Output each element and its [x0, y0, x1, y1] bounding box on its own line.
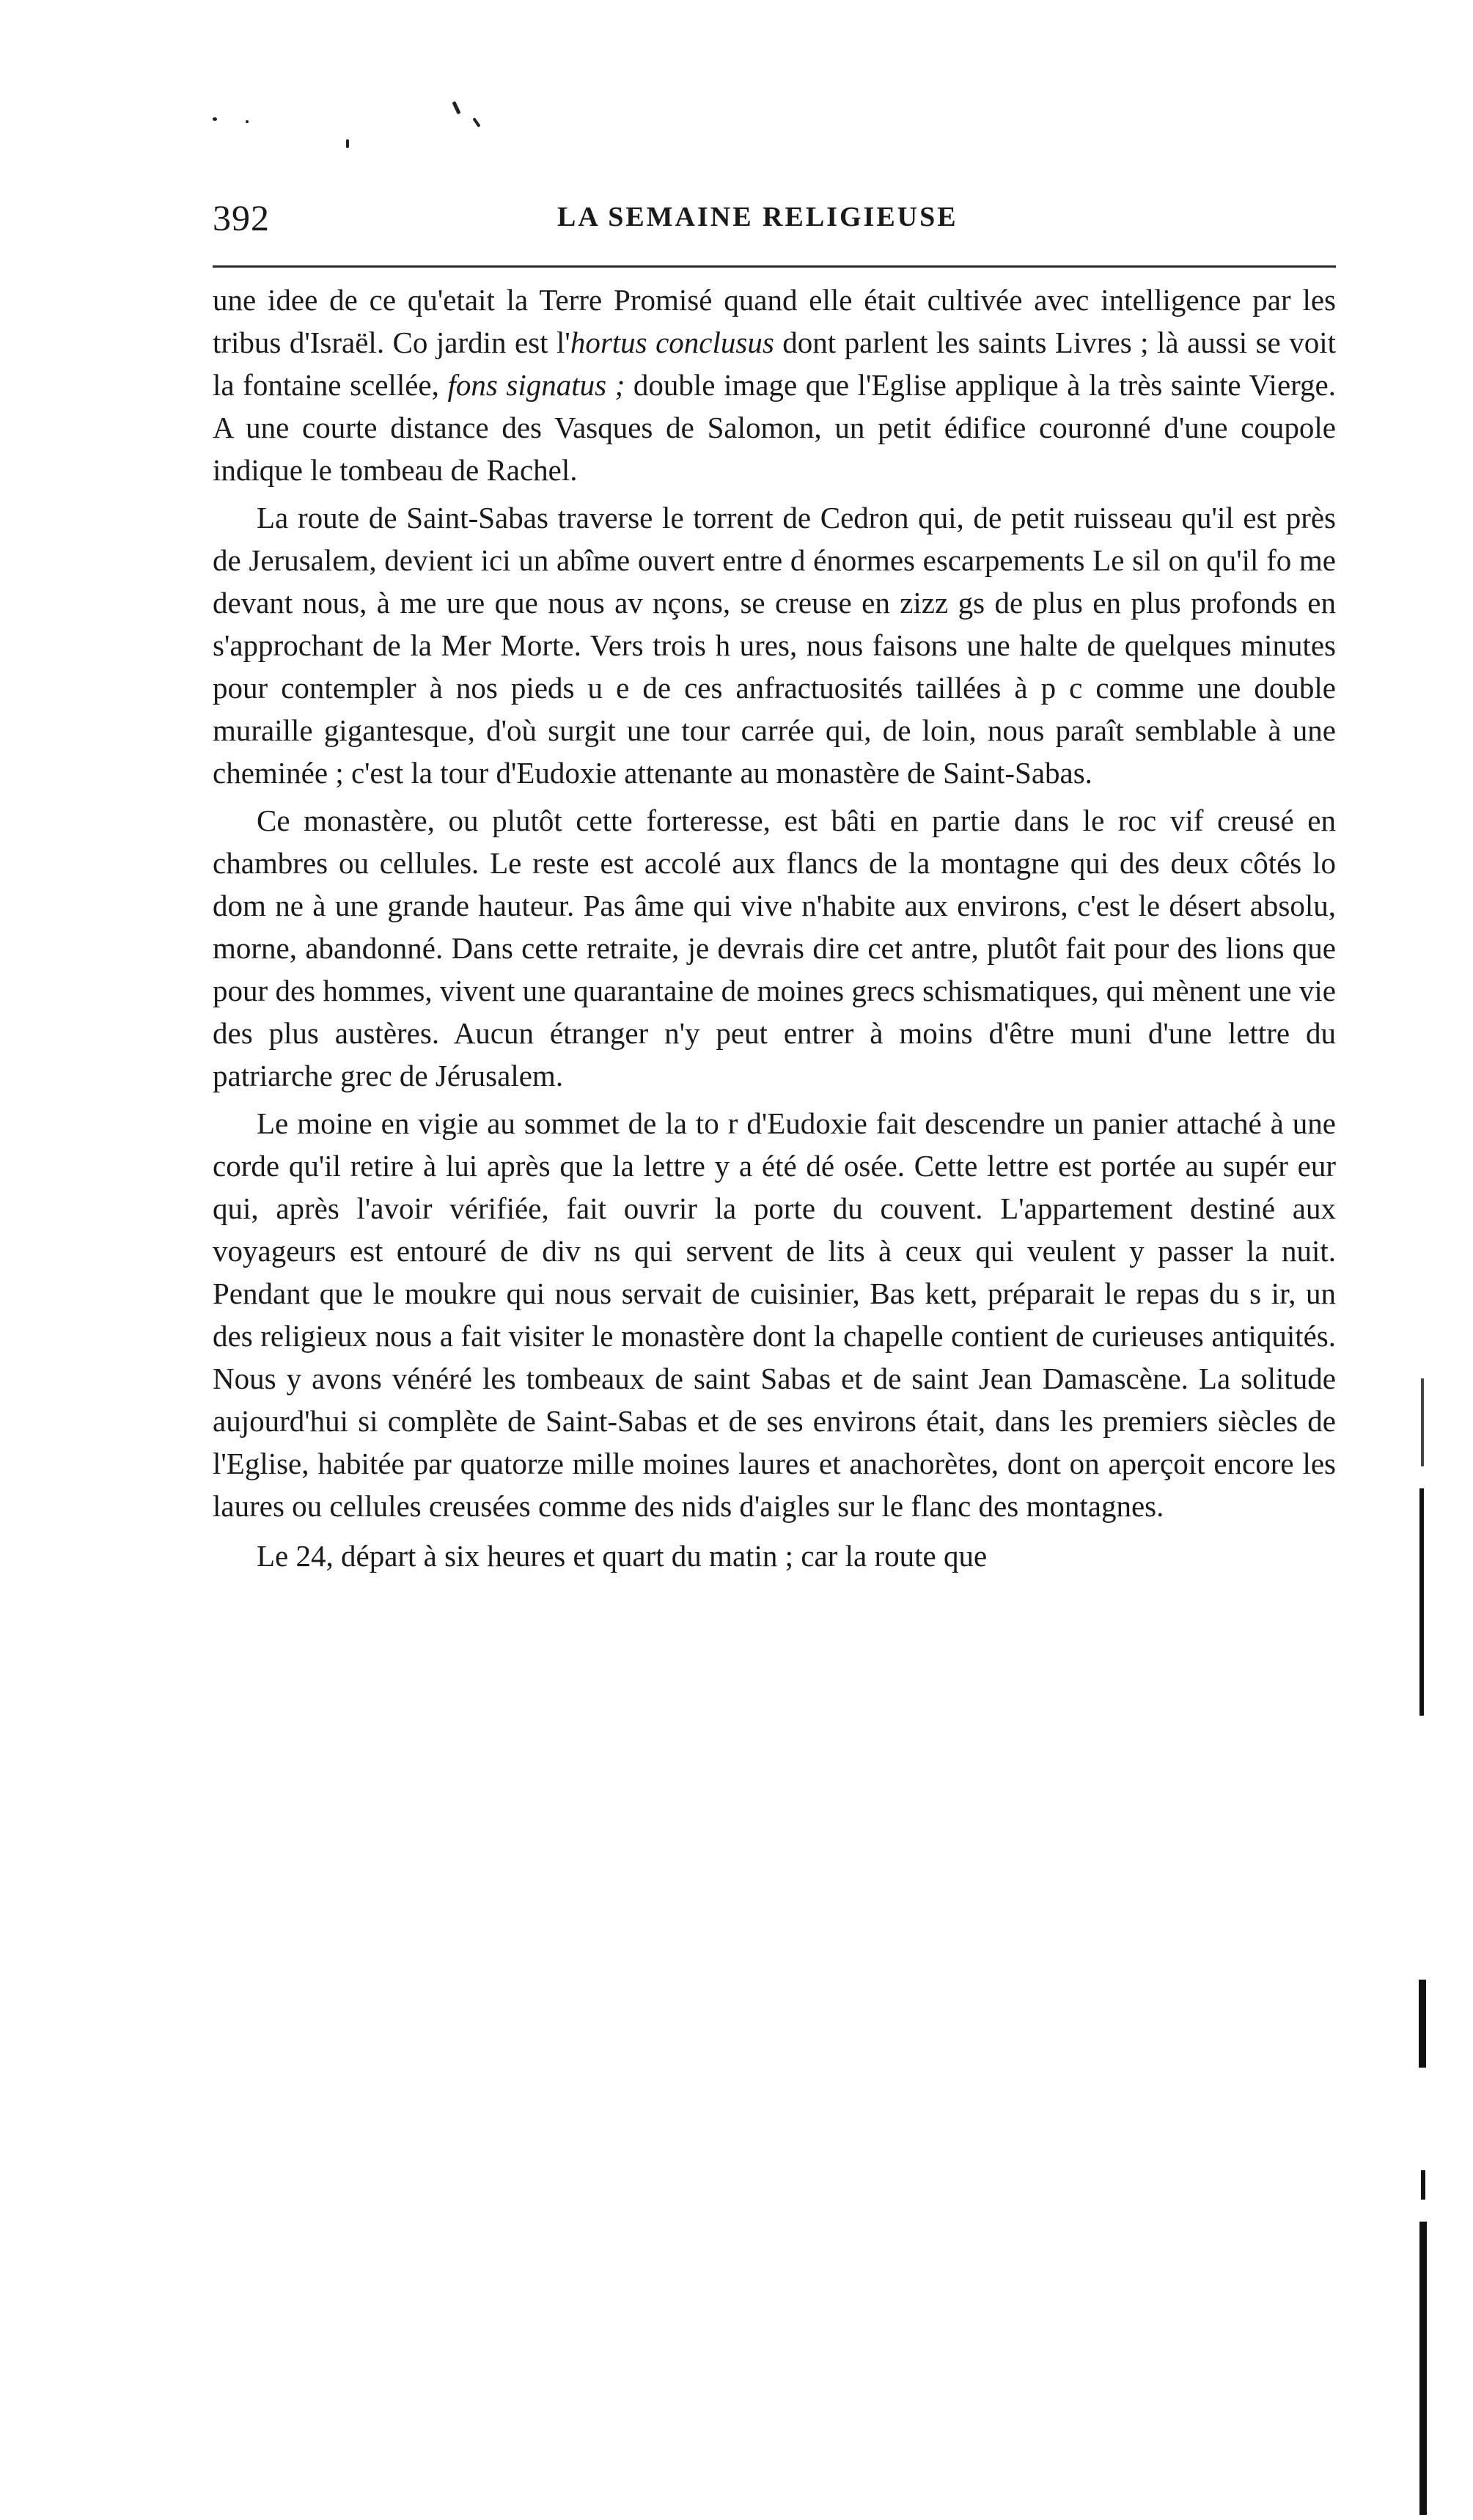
emphasis-fons-signatus: fons signatus ;	[447, 368, 625, 402]
page-header	[213, 196, 1334, 248]
paragraph-1	[213, 279, 1336, 491]
scan-margin-mark	[1421, 2170, 1425, 2200]
ink-speck	[213, 117, 217, 121]
header-rule	[213, 265, 1336, 268]
paragraph-2: La route de Saint-Sabas traverse le torrent de Cedron qui, de petit ruisseau qu'il est près de Jerusalem, devient ici un abîme ouvert entre d énormes escarpements Le sil on qu'il fo me devant nous, à me ure que nous av nçons, se creuse en zizz gs de plus en plus profonds en s'approchant de la Mer Morte. Vers trois h ures, nous faisons une halte de quelques minutes pour contempler à nos pieds u e de ces anfractuosités taillées à p c comme une double muraille gigantesque, d'où surgit une tour carrée qui, de loin, nous paraît semblable à une cheminée ; c'est la tour d'Eudoxie attenante au monastère de Saint-Sabas.	[213, 501, 1336, 790]
body-text	[213, 279, 1336, 1582]
ink-speck	[452, 101, 460, 114]
paragraph-1-text-b: dont parlent les saints Livres ; là aussi se voit la fontaine scellée,	[213, 326, 1336, 402]
scan-margin-mark	[1419, 1980, 1426, 2068]
scan-margin-mark	[1419, 2222, 1427, 2515]
scan-margin-mark	[1419, 1488, 1424, 1716]
paragraph-1-text-a: une idee de ce qu'etait la Terre Promisé quand elle était cultivée avec intelligence par les tribus d'Israël. Co jardin est l'	[213, 283, 1336, 359]
emphasis-hortus-conclusus: hortus conclusus	[570, 326, 774, 359]
running-title: LA SEMAINE RELIGIEUSE	[557, 202, 958, 232]
paragraph-3: Ce monastère, ou plutôt cette forteresse, est bâti en partie dans le roc vif creusé en chambres ou cellules. Le reste est accolé aux flancs de la montagne qui des deux côtés lo dom ne à une grande hauteur. Pas âme qui vive n'habite aux environs, c'est le désert absolu, morne, abandonné. Dans cette retraite, je devrais dire cet antre, plutôt fait pour des lions que pour des hommes, vivent une quarantaine de moines grecs schismatiques, qui mènent une vie des plus austères. Aucun étranger n'y peut entrer à moins d'être muni d'une lettre du patriarche grec de Jérusalem.	[213, 804, 1336, 1092]
ink-speck	[472, 117, 480, 128]
scan-margin-mark	[1421, 1378, 1424, 1466]
paragraph-4: Le moine en vigie au sommet de la to r d'Eudoxie fait descendre un panier attaché à une corde qu'il retire à lui après que la lettre y a été dé osée. Cette lettre est portée au supér eur qui, après l'avoir vérifiée, fait ouvrir la porte du couvent. L'appartement destiné aux voyageurs est entouré de div ns qui servent de lits à ceux qui veulent y passer la nuit. Pendant que le moukre qui nous servait de cuisinier, Bas kett, préparait le repas du s ir, un des religieux nous a fait visiter le monastère dont la chapelle contient de curieuses antiquités. Nous y avons vénéré les tombeaux de saint Sabas et de saint Jean Damascène. La solitude aujourd'hui si complète de Saint-Sabas et de ses environs était, dans les premiers siècles de l'Eglise, habitée par quatorze mille moines laures et anachorètes, dont on aperçoit encore les laures ou cellules creusées comme des nids d'aigles sur le flanc des montagnes.	[213, 1106, 1336, 1523]
paragraph-5: Le 24, départ à six heures et quart du matin ; car la route que	[257, 1539, 988, 1573]
ink-speck	[346, 139, 349, 148]
page-number: 392	[213, 197, 270, 238]
paragraph-1-text-c: double image que l'Eglise applique à la très sainte Vierge. A une courte distance des Vasques de Salomon, un petit édifice couronné d'une coupole indique le tombeau de Rachel.	[213, 368, 1336, 487]
ink-speck	[246, 120, 249, 123]
